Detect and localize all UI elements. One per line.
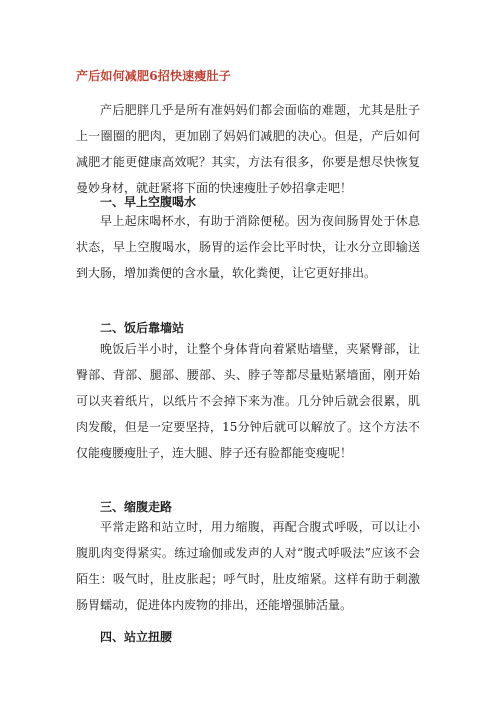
section-body-3: 平常走路和站立时，用力缩腹，再配合腹式呼吸，可以让小腹肌肉变得紧实。练过瑜伽或发声的人对“腹式呼吸法”应该不会陌生：吸气时，肚皮胀起；呼气时，肚皮缩紧。这样有助于刺激肠胃蠕动，促进体内废物的排出，还能增强肺活量。 — [76, 520, 420, 612]
section-heading-3: 三、缩腹走路 — [100, 500, 173, 514]
section-heading-1: 一、早上空腹喝水 — [100, 195, 197, 209]
section-body-2: 晚饭后半小时，让整个身体背向着紧贴墙壁，夹紧臀部，让臀部、背部、腿部、腰部、头、脖子等都尽量贴紧墙面，刚开始可以夹着纸片，以纸片不会掉下来为准。几分钟后就会很累，肌肉发酸，但是一定要坚持，15分钟后就可以解放了。这个方法不仅能瘦腰瘦肚子，连大腿、脖子还有脸都能变瘦呢！ — [76, 342, 420, 460]
section-heading-4: 四、站立扭腰 — [100, 630, 173, 644]
article-title: 产后如何减肥6招快速瘦肚子 — [76, 69, 231, 83]
intro-paragraph: 产后肥胖几乎是所有准妈妈们都会面临的难题，尤其是肚子上一圈圈的肥肉，更加剧了妈妈们减肥的决心。但是，产后如何减肥才能更健康高效呢？其实，方法有很多，你要是想尽快恢复曼妙身材，就赶紧将下面的快速瘦肚子妙招拿走吧！ — [76, 103, 420, 195]
section-body-1: 早上起床喝杯水，有助于消除便秘。因为夜间肠胃处于休息状态，早上空腹喝水，肠胃的运作会比平时快，让水分立即输送到大肠，增加粪便的含水量，软化粪便，让它更好排出。 — [76, 214, 420, 280]
section-heading-2: 二、饭后靠墙站 — [100, 321, 185, 335]
